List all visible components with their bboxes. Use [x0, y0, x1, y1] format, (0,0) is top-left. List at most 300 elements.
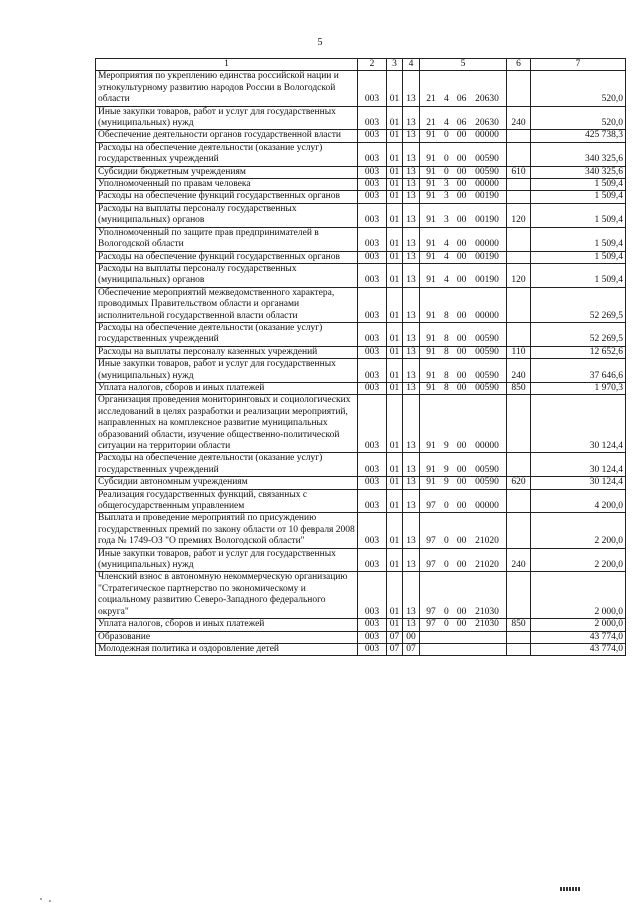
- row-subsection-code: 00: [403, 631, 420, 643]
- table-row: [96, 619, 626, 631]
- target-article-part: 97: [426, 536, 436, 547]
- target-article-part: 4: [443, 239, 449, 250]
- header-col-6: 6: [507, 59, 531, 71]
- row-target-article: [420, 106, 507, 130]
- row-expense-type: 240: [507, 106, 531, 130]
- row-target-article: [420, 382, 507, 394]
- row-amount: 1 970,3: [531, 382, 626, 394]
- row-amount: 2 000,0: [531, 572, 626, 619]
- row-subsection-code: 07: [403, 643, 420, 655]
- row-amount: 4 200,0: [531, 489, 626, 513]
- row-ministry-code: 003: [358, 227, 387, 251]
- target-article-part: 91: [426, 477, 436, 488]
- target-article-part: 00: [456, 477, 467, 488]
- row-target-article: [420, 203, 507, 227]
- row-name: Реализация государственных функций, связанных с общегосударственным управлением: [96, 489, 358, 513]
- table-row: [96, 251, 626, 263]
- header-col-3: 3: [387, 59, 403, 71]
- row-section-code: 01: [387, 142, 403, 166]
- row-target-article: [420, 227, 507, 251]
- row-amount: 1 509,4: [531, 263, 626, 287]
- target-article-part: 91: [426, 166, 436, 177]
- target-article-part: 00: [456, 606, 467, 617]
- table-row: [96, 179, 626, 191]
- row-name: Иные закупки товаров, работ и услуг для государственных (муниципальных) нужд: [96, 548, 358, 572]
- row-section-code: 01: [387, 322, 403, 346]
- row-name: Уплата налогов, сборов и иных платежей: [96, 619, 358, 631]
- target-article-part: 00590: [475, 334, 499, 345]
- target-article-part: 00590: [475, 477, 499, 488]
- row-expense-type: [507, 453, 531, 477]
- row-amount: 2 200,0: [531, 548, 626, 572]
- row-name: Субсидии автономным учреждениям: [96, 477, 358, 489]
- target-article-part: 91: [426, 191, 436, 202]
- row-amount: 425 738,3: [531, 130, 626, 142]
- row-expense-type: 850: [507, 619, 531, 631]
- row-subsection-code: 13: [403, 346, 420, 358]
- target-article-part: 06: [456, 118, 467, 129]
- row-ministry-code: 003: [358, 263, 387, 287]
- row-amount: 340 325,6: [531, 142, 626, 166]
- row-expense-type: 850: [507, 382, 531, 394]
- row-name: Членский взнос в автономную некоммерческую организацию "Стратегическое партнерство по экономическому и социальному развитию Северо-Западного федерального округа": [96, 572, 358, 619]
- row-section-code: 01: [387, 548, 403, 572]
- row-ministry-code: 003: [358, 359, 387, 383]
- row-ministry-code: 003: [358, 346, 387, 358]
- row-target-article: [420, 130, 507, 142]
- target-article-part: 20630: [475, 94, 499, 105]
- target-article-part: 0: [443, 536, 449, 547]
- row-expense-type: 120: [507, 203, 531, 227]
- target-article-part: 00: [456, 441, 467, 451]
- target-article-part: 21: [426, 118, 436, 129]
- row-name: Иные закупки товаров, работ и услуг для государственных (муниципальных) нужд: [96, 359, 358, 383]
- target-article-part: 00: [456, 334, 467, 345]
- row-expense-type: [507, 513, 531, 548]
- row-target-article: [420, 322, 507, 346]
- row-name: Обеспечение деятельности органов государственной власти: [96, 130, 358, 142]
- row-amount: 52 269,5: [531, 322, 626, 346]
- target-article-part: 0: [443, 130, 449, 141]
- row-amount: 12 652,6: [531, 346, 626, 358]
- row-ministry-code: 003: [358, 166, 387, 178]
- row-name: Образование: [96, 631, 358, 643]
- header-col-2: 2: [358, 59, 387, 71]
- row-ministry-code: 003: [358, 395, 387, 453]
- row-section-code: 01: [387, 489, 403, 513]
- table-row: [96, 106, 626, 130]
- row-section-code: 01: [387, 263, 403, 287]
- row-amount: 1 509,4: [531, 203, 626, 227]
- row-amount: 30 124,4: [531, 395, 626, 453]
- target-article-part: 00000: [475, 501, 499, 512]
- row-section-code: 01: [387, 71, 403, 106]
- row-target-article: [420, 251, 507, 263]
- target-article-part: 9: [443, 441, 449, 451]
- row-amount: 2 000,0: [531, 619, 626, 631]
- target-article-part: 00590: [475, 346, 499, 357]
- row-section-code: 01: [387, 166, 403, 178]
- row-expense-type: [507, 395, 531, 453]
- scan-barcode-mark: [560, 887, 580, 891]
- target-article-part: 06: [456, 94, 467, 105]
- row-subsection-code: 13: [403, 382, 420, 394]
- row-expense-type: [507, 71, 531, 106]
- row-section-code: 01: [387, 287, 403, 322]
- row-target-article: [420, 477, 507, 489]
- row-subsection-code: 13: [403, 142, 420, 166]
- target-article-part: 21020: [475, 560, 499, 571]
- table-row: [96, 513, 626, 548]
- row-section-code: 01: [387, 346, 403, 358]
- row-expense-type: 120: [507, 263, 531, 287]
- table-row: [96, 142, 626, 166]
- scan-speck: [49, 900, 51, 902]
- row-target-article: [420, 489, 507, 513]
- row-section-code: 07: [387, 643, 403, 655]
- row-ministry-code: 003: [358, 251, 387, 263]
- row-ministry-code: 003: [358, 179, 387, 191]
- row-subsection-code: 13: [403, 359, 420, 383]
- target-article-part: 21030: [475, 619, 499, 630]
- target-article-part: 00190: [475, 251, 499, 262]
- row-expense-type: [507, 191, 531, 203]
- row-name: Расходы на обеспечение деятельности (оказание услуг) государственных учреждений: [96, 322, 358, 346]
- row-amount: 30 124,4: [531, 453, 626, 477]
- target-article-part: 9: [443, 477, 449, 488]
- row-subsection-code: 13: [403, 489, 420, 513]
- table-row: [96, 395, 626, 453]
- table-row: [96, 477, 626, 489]
- target-article-part: 8: [443, 370, 449, 381]
- row-amount: 30 124,4: [531, 477, 626, 489]
- row-target-article: [420, 263, 507, 287]
- header-col-7: 7: [531, 59, 626, 71]
- row-subsection-code: 13: [403, 227, 420, 251]
- row-target-article: [420, 643, 507, 655]
- target-article-part: 4: [443, 118, 449, 129]
- row-expense-type: 110: [507, 346, 531, 358]
- header-col-1: 1: [96, 59, 358, 71]
- row-amount: 1 509,4: [531, 251, 626, 263]
- row-ministry-code: 003: [358, 453, 387, 477]
- row-expense-type: [507, 142, 531, 166]
- row-name: Иные закупки товаров, работ и услуг для государственных (муниципальных) нужд: [96, 106, 358, 130]
- row-amount: 520,0: [531, 71, 626, 106]
- row-ministry-code: 003: [358, 619, 387, 631]
- target-article-part: 91: [426, 239, 436, 250]
- row-section-code: 01: [387, 477, 403, 489]
- table-row: [96, 643, 626, 655]
- table-row: [96, 382, 626, 394]
- row-expense-type: 240: [507, 359, 531, 383]
- target-article-part: 8: [443, 310, 449, 321]
- target-article-part: 00: [456, 346, 467, 357]
- row-ministry-code: 003: [358, 513, 387, 548]
- row-subsection-code: 13: [403, 548, 420, 572]
- row-section-code: 01: [387, 227, 403, 251]
- target-article-part: 8: [443, 346, 449, 357]
- row-name: Выплата и проведение мероприятий по присуждению государственных премий по закону области от 10 февраля 2008 года № 1749-ОЗ "О премиях Вологодской области": [96, 513, 358, 548]
- table-body: [96, 71, 626, 656]
- row-subsection-code: 13: [403, 130, 420, 142]
- row-expense-type: [507, 179, 531, 191]
- row-section-code: 01: [387, 191, 403, 203]
- row-section-code: 07: [387, 631, 403, 643]
- target-article-part: 00: [456, 179, 467, 190]
- row-name: Расходы на обеспечение деятельности (оказание услуг) государственных учреждений: [96, 142, 358, 166]
- row-expense-type: [507, 227, 531, 251]
- row-subsection-code: 13: [403, 619, 420, 631]
- target-article-part: 00: [456, 536, 467, 547]
- row-section-code: 01: [387, 130, 403, 142]
- target-article-part: 00: [456, 251, 467, 262]
- target-article-part: 0: [443, 166, 449, 177]
- row-ministry-code: 003: [358, 106, 387, 130]
- row-expense-type: 240: [507, 548, 531, 572]
- row-subsection-code: 13: [403, 179, 420, 191]
- target-article-part: 20630: [475, 118, 499, 129]
- target-article-part: 21030: [475, 606, 499, 617]
- row-amount: 340 325,6: [531, 166, 626, 178]
- row-target-article: [420, 71, 507, 106]
- table-row: [96, 453, 626, 477]
- target-article-part: 00: [456, 239, 467, 250]
- row-target-article: [420, 142, 507, 166]
- table-row: [96, 572, 626, 619]
- scan-speck: [40, 898, 42, 900]
- target-article-part: 21020: [475, 536, 499, 547]
- budget-table: [95, 58, 626, 656]
- target-article-part: 00: [456, 191, 467, 202]
- target-article-part: 91: [426, 464, 436, 475]
- target-article-part: 9: [443, 464, 449, 475]
- row-expense-type: [507, 251, 531, 263]
- row-target-article: [420, 191, 507, 203]
- row-name: Расходы на обеспечение деятельности (оказание услуг) государственных учреждений: [96, 453, 358, 477]
- target-article-part: 0: [443, 606, 449, 617]
- row-expense-type: [507, 287, 531, 322]
- row-name: Обеспечение мероприятий межведомственного характера, проводимых Правительством области и органами исполнительной государственной власти области: [96, 287, 358, 322]
- target-article-part: 91: [426, 441, 436, 451]
- row-expense-type: [507, 572, 531, 619]
- table-header-row: [96, 59, 626, 71]
- target-article-part: 00: [456, 501, 467, 512]
- target-article-part: 8: [443, 334, 449, 345]
- row-name: Расходы на выплаты персоналу государственных (муниципальных) органов: [96, 263, 358, 287]
- target-article-part: 3: [443, 191, 449, 202]
- row-target-article: [420, 395, 507, 453]
- target-article-part: 91: [426, 215, 436, 226]
- row-target-article: [420, 359, 507, 383]
- target-article-part: 91: [426, 346, 436, 357]
- row-subsection-code: 13: [403, 453, 420, 477]
- row-section-code: 01: [387, 106, 403, 130]
- row-section-code: 01: [387, 179, 403, 191]
- row-target-article: [420, 346, 507, 358]
- row-target-article: [420, 453, 507, 477]
- row-subsection-code: 13: [403, 263, 420, 287]
- row-amount: 1 509,4: [531, 191, 626, 203]
- row-expense-type: [507, 130, 531, 142]
- row-ministry-code: 003: [358, 142, 387, 166]
- row-subsection-code: 13: [403, 191, 420, 203]
- row-target-article: [420, 287, 507, 322]
- row-name: Организация проведения мониторинговых и социологических исследований в целях разработки и реализации мероприятий, направленных на комплексное развитие муниципальных образований области, изучение общественно-политической ситуации на территории области: [96, 395, 358, 453]
- row-name: Расходы на обеспечение функций государственных органов: [96, 191, 358, 203]
- row-ministry-code: 003: [358, 548, 387, 572]
- table-row: [96, 489, 626, 513]
- table-row: [96, 322, 626, 346]
- target-article-part: 00: [456, 310, 467, 321]
- row-target-article: [420, 548, 507, 572]
- target-article-part: 91: [426, 310, 436, 321]
- row-expense-type: [507, 489, 531, 513]
- row-ministry-code: 003: [358, 631, 387, 643]
- row-subsection-code: 13: [403, 477, 420, 489]
- row-ministry-code: 003: [358, 572, 387, 619]
- header-col-5: 5: [420, 59, 507, 71]
- row-section-code: 01: [387, 395, 403, 453]
- target-article-part: 3: [443, 215, 449, 226]
- target-article-part: 97: [426, 501, 436, 512]
- row-subsection-code: 13: [403, 106, 420, 130]
- target-article-part: 97: [426, 619, 436, 630]
- target-article-part: 8: [443, 382, 449, 393]
- row-section-code: 01: [387, 382, 403, 394]
- row-name: Мероприятия по укреплению единства российской нации и этнокультурному развитию народов России в Вологодской области: [96, 71, 358, 106]
- header-col-4: 4: [403, 59, 420, 71]
- row-ministry-code: 003: [358, 477, 387, 489]
- row-name: Субсидии бюджетным учреждениям: [96, 166, 358, 178]
- target-article-part: 91: [426, 370, 436, 381]
- target-article-part: 00: [456, 370, 467, 381]
- target-article-part: 00590: [475, 370, 499, 381]
- row-subsection-code: 13: [403, 513, 420, 548]
- row-section-code: 01: [387, 572, 403, 619]
- target-article-part: 97: [426, 560, 436, 571]
- table-row: [96, 130, 626, 142]
- row-name: Уплата налогов, сборов и иных платежей: [96, 382, 358, 394]
- table-row: [96, 203, 626, 227]
- table-row: [96, 548, 626, 572]
- target-article-part: 00000: [475, 179, 499, 190]
- target-article-part: 00590: [475, 166, 499, 177]
- target-article-part: 0: [443, 501, 449, 512]
- target-article-part: 4: [443, 251, 449, 262]
- target-article-part: 00590: [475, 154, 499, 165]
- table-row: [96, 263, 626, 287]
- row-amount: 43 774,0: [531, 631, 626, 643]
- row-target-article: [420, 572, 507, 619]
- row-section-code: 01: [387, 359, 403, 383]
- row-name: Расходы на выплаты персоналу государственных (муниципальных) органов: [96, 203, 358, 227]
- row-name: Уполномоченный по защите прав предпринимателей в Вологодской области: [96, 227, 358, 251]
- target-article-part: 00190: [475, 275, 499, 286]
- target-article-part: 00: [456, 215, 467, 226]
- target-article-part: 00190: [475, 191, 499, 202]
- row-ministry-code: 003: [358, 71, 387, 106]
- row-name: Расходы на обеспечение функций государственных органов: [96, 251, 358, 263]
- row-amount: 37 646,6: [531, 359, 626, 383]
- target-article-part: 97: [426, 606, 436, 617]
- target-article-part: 00: [456, 154, 467, 165]
- row-ministry-code: 003: [358, 203, 387, 227]
- target-article-part: 91: [426, 130, 436, 141]
- row-expense-type: [507, 631, 531, 643]
- target-article-part: 00: [456, 560, 467, 571]
- row-subsection-code: 13: [403, 166, 420, 178]
- row-amount: 1 509,4: [531, 179, 626, 191]
- target-article-part: 91: [426, 275, 436, 286]
- row-subsection-code: 13: [403, 395, 420, 453]
- table-row: [96, 71, 626, 106]
- target-article-part: 00000: [475, 239, 499, 250]
- target-article-part: 0: [443, 560, 449, 571]
- row-ministry-code: 003: [358, 643, 387, 655]
- row-ministry-code: 003: [358, 489, 387, 513]
- row-name: Молодежная политика и оздоровление детей: [96, 643, 358, 655]
- row-subsection-code: 13: [403, 203, 420, 227]
- row-target-article: [420, 619, 507, 631]
- target-article-part: 0: [443, 619, 449, 630]
- target-article-part: 21: [426, 94, 436, 105]
- target-article-part: 91: [426, 334, 436, 345]
- target-article-part: 00000: [475, 130, 499, 141]
- table-row: [96, 166, 626, 178]
- row-ministry-code: 003: [358, 322, 387, 346]
- row-amount: 2 200,0: [531, 513, 626, 548]
- row-amount: 52 269,5: [531, 287, 626, 322]
- row-expense-type: [507, 322, 531, 346]
- table-row: [96, 191, 626, 203]
- row-expense-type: [507, 643, 531, 655]
- target-article-part: 4: [443, 94, 449, 105]
- target-article-part: 00590: [475, 464, 499, 475]
- row-expense-type: 610: [507, 166, 531, 178]
- row-subsection-code: 13: [403, 322, 420, 346]
- row-amount: 1 509,4: [531, 227, 626, 251]
- row-subsection-code: 13: [403, 287, 420, 322]
- row-expense-type: 620: [507, 477, 531, 489]
- row-section-code: 01: [387, 619, 403, 631]
- row-amount: 43 774,0: [531, 643, 626, 655]
- target-article-part: 91: [426, 179, 436, 190]
- row-section-code: 01: [387, 453, 403, 477]
- target-article-part: 3: [443, 179, 449, 190]
- row-subsection-code: 13: [403, 572, 420, 619]
- target-article-part: 00000: [475, 441, 499, 451]
- row-amount: 520,0: [531, 106, 626, 130]
- target-article-part: 00000: [475, 310, 499, 321]
- target-article-part: 91: [426, 154, 436, 165]
- target-article-part: 0: [443, 154, 449, 165]
- row-ministry-code: 003: [358, 382, 387, 394]
- target-article-part: 00: [456, 464, 467, 475]
- page-number: 5: [317, 37, 323, 48]
- row-target-article: [420, 631, 507, 643]
- row-section-code: 01: [387, 251, 403, 263]
- row-ministry-code: 003: [358, 191, 387, 203]
- row-section-code: 01: [387, 513, 403, 548]
- table-row: [96, 359, 626, 383]
- table-row: [96, 227, 626, 251]
- target-article-part: 00: [456, 166, 467, 177]
- row-name: Расходы на выплаты персоналу казенных учреждений: [96, 346, 358, 358]
- target-article-part: 00: [456, 382, 467, 393]
- row-ministry-code: 003: [358, 287, 387, 322]
- table-row: [96, 287, 626, 322]
